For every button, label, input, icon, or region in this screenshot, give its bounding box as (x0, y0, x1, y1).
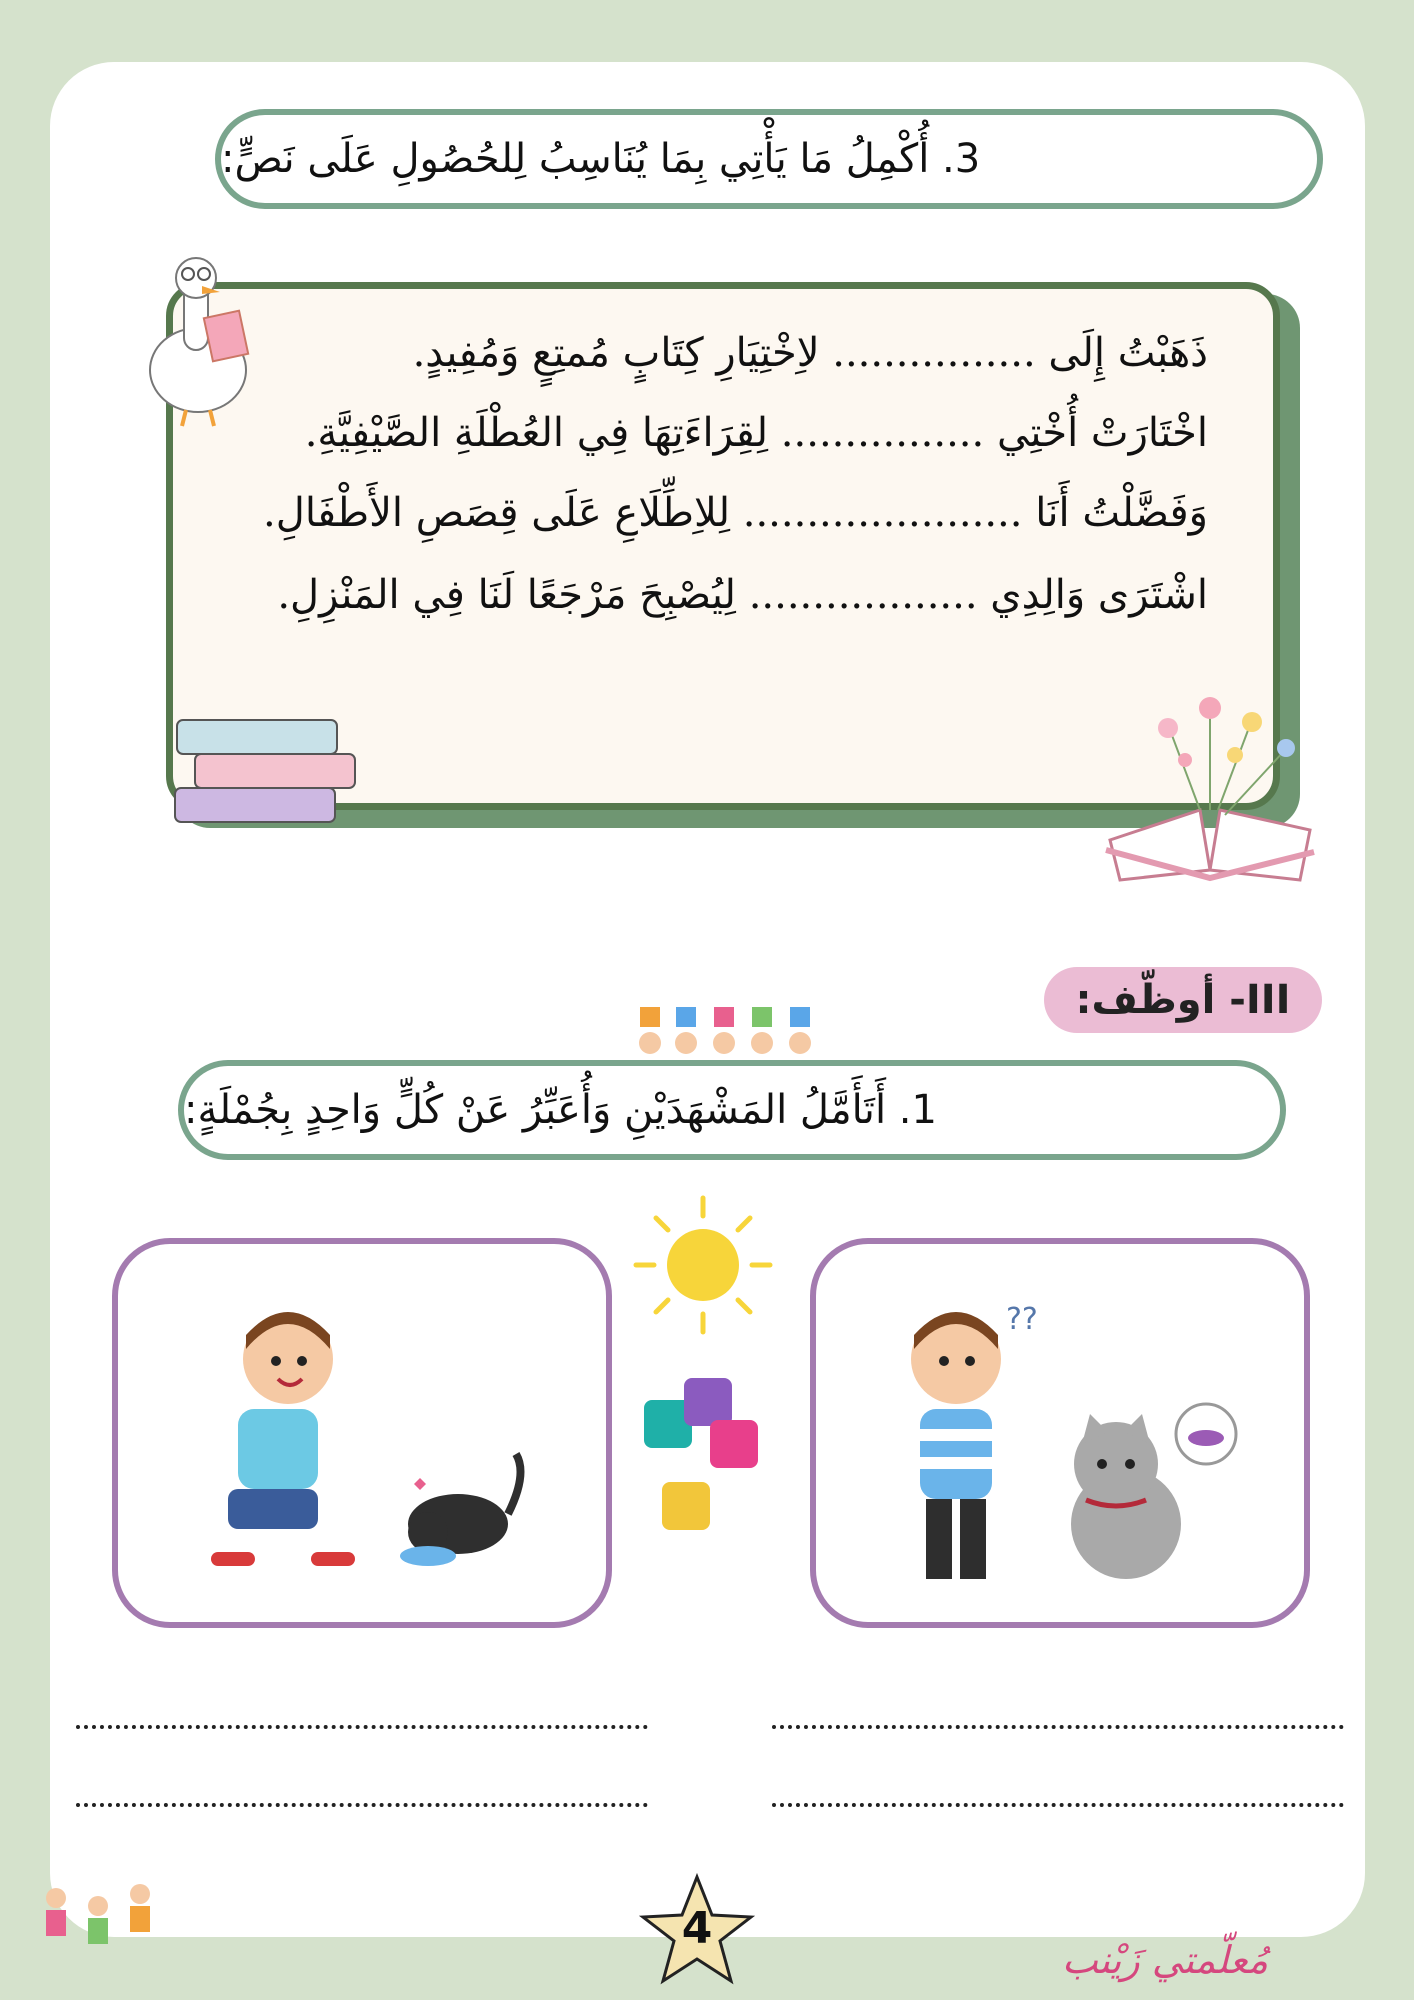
answer-line-left-1[interactable] (76, 1725, 648, 1729)
open-book-flowers-icon (1100, 680, 1320, 890)
exercise-3-instruction-text: 3. أُكْمِلُ مَا يَأْتِي بِمَا يُنَاسِبُ لِلحُصُولِ عَلَى نَصٍّ: (221, 136, 981, 182)
svg-text:??: ?? (1006, 1302, 1038, 1337)
sad-cat-icon (1056, 1404, 1236, 1584)
kids-with-books-icon (628, 1003, 824, 1065)
fill-in-line-2: اخْتَارَتْ أُخْتِي ................ لِقِرَاءَتِهَا فِي العُطْلَةِ الصَّيْفِيَّةِ. (304, 410, 1208, 456)
children-playing-icon (34, 1880, 164, 1960)
scene-frame-right (810, 1238, 1310, 1628)
fill-in-line-3: وَفَضَّلْتُ أَنَا ...................... لِلاِطِّلَاعِ عَلَى قِصَصِ الأَطْفَالِ. (263, 490, 1208, 536)
answer-line-left-2[interactable] (76, 1803, 648, 1807)
section-tag-label: III- أوظّف: (1075, 977, 1291, 1023)
page-number: 4 (681, 1903, 713, 1954)
fill-in-line-1: ذَهَبْتُ إِلَى ................ لاِخْتِيَارِ كِتَابٍ مُمتِعٍ وَمُفِيدٍ. (412, 330, 1208, 376)
book-stack-icon (165, 700, 365, 830)
scene-frame-left (112, 1238, 612, 1628)
fill-in-line-4: اشْتَرَى وَالِدِي .................. لِيُصْبِحَ مَرْجَعًا لَنَا فِي المَنْزِلِ. (277, 572, 1208, 618)
sun-icon (628, 1190, 778, 1340)
page-number-badge (639, 1873, 755, 1989)
exercise-1-instruction-text: 1. أَتَأَمَّلُ المَشْهَدَيْنِ وَأُعَبِّرُ عَنْ كُلٍّ وَاحِدٍ بِجُمْلَةٍ: (184, 1087, 937, 1133)
exercise-1-instruction (178, 1060, 1286, 1160)
exercise-3-instruction (215, 109, 1323, 209)
goose-reading-icon (138, 250, 258, 430)
answer-line-right-1[interactable] (772, 1725, 1344, 1729)
puzzle-pieces-icon (638, 1370, 778, 1550)
section-tag-apply (1044, 967, 1322, 1033)
answer-line-right-2[interactable] (772, 1803, 1344, 1807)
happy-boy-icon (198, 1299, 378, 1599)
eating-cat-icon (388, 1454, 528, 1574)
confused-boy-icon (896, 1299, 1038, 1599)
brand-signature: مُعلّمتي زَيْنب (1062, 1938, 1269, 1982)
